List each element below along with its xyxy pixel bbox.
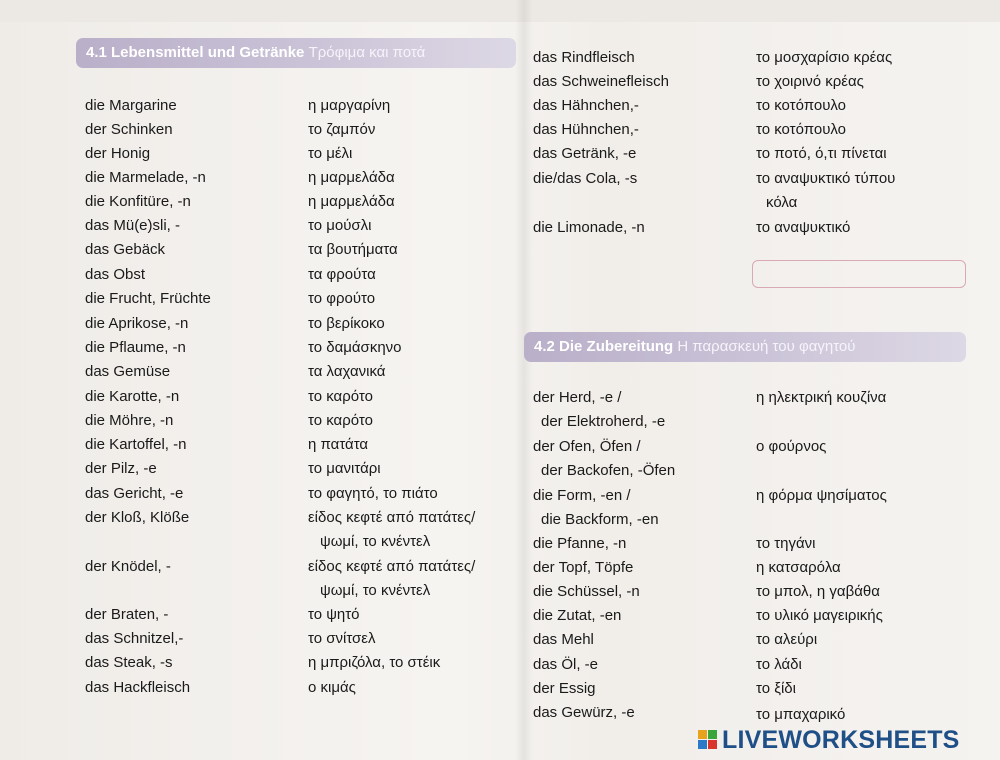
- section-header-gr: Τρόφιμα και ποτά: [308, 44, 426, 61]
- greek-translation: η μαρμελάδα: [308, 169, 395, 186]
- greek-translation: το μπαχαρικό: [756, 706, 846, 723]
- german-term: das Steak, -s: [85, 654, 173, 671]
- german-term: das Rindfleisch: [533, 49, 635, 66]
- greek-translation: η κατσαρόλα: [756, 559, 841, 576]
- german-term: das Gericht, -e: [85, 485, 184, 502]
- faint-label-box: [752, 260, 966, 288]
- german-term: das Schnitzel,-: [85, 630, 184, 647]
- greek-translation: το κοτόπουλο: [756, 97, 847, 114]
- greek-translation: τα βουτήματα: [308, 241, 398, 258]
- german-term: das Hähnchen,-: [533, 97, 639, 114]
- section-header-de: 4.2 Die Zubereitung: [534, 338, 674, 355]
- top-band: [0, 0, 1000, 22]
- greek-translation: το σνίτσελ: [308, 630, 376, 647]
- german-term: der Ofen, Öfen /: [533, 438, 641, 455]
- section-header-4-1: [76, 38, 516, 68]
- german-term: die Margarine: [85, 97, 177, 114]
- german-term: der Kloß, Klöße: [85, 509, 190, 526]
- greek-translation: το φρούτο: [308, 290, 376, 307]
- greek-translation: το αλεύρι: [756, 631, 818, 648]
- german-term: das Schweinefleisch: [533, 73, 669, 90]
- greek-translation: το υλικό μαγειρικής: [756, 607, 883, 624]
- section-header-gr: Η παρασκευή του φαγητού: [677, 338, 856, 355]
- liveworksheets-logo: [698, 726, 960, 754]
- german-term: der Elektroherd, -e: [541, 413, 666, 430]
- logo-grid-icon: [698, 730, 718, 750]
- greek-translation: τα φρούτα: [308, 266, 376, 283]
- german-term: das Mehl: [533, 631, 594, 648]
- page-gutter: [515, 0, 533, 760]
- greek-translation: κόλα: [766, 194, 798, 211]
- logo-text: LIVEWORKSHEETS: [722, 725, 960, 754]
- greek-translation: το βερίκοκο: [308, 315, 385, 332]
- greek-translation: το ψητό: [308, 606, 360, 623]
- german-term: die Frucht, Früchte: [85, 290, 211, 307]
- greek-translation: η μαρμελάδα: [308, 193, 395, 210]
- german-term: der Pilz, -e: [85, 460, 157, 477]
- greek-translation: το ποτό, ό,τι πίνεται: [756, 145, 887, 162]
- german-term: das Hühnchen,-: [533, 121, 639, 138]
- greek-translation: η φόρμα ψησίματος: [756, 487, 887, 504]
- greek-translation: το μανιτάρι: [308, 460, 381, 477]
- german-term: das Gewürz, -e: [533, 704, 635, 721]
- greek-translation: το τηγάνι: [756, 535, 816, 552]
- german-term: der Knödel, -: [85, 558, 171, 575]
- german-term: das Mü(e)sli, -: [85, 217, 181, 234]
- german-term: die Konfitüre, -n: [85, 193, 191, 210]
- german-term: das Gemüse: [85, 363, 171, 380]
- greek-translation: το ζαμπόν: [308, 121, 376, 138]
- greek-translation: το καρότο: [308, 388, 373, 405]
- german-term: das Obst: [85, 266, 146, 283]
- german-term: die Schüssel, -n: [533, 583, 640, 600]
- greek-translation: το λάδι: [756, 656, 802, 673]
- german-term: der Essig: [533, 680, 596, 697]
- german-term: die Kartoffel, -n: [85, 436, 187, 453]
- greek-translation: το ξίδι: [756, 680, 796, 697]
- german-term: die Pfanne, -n: [533, 535, 627, 552]
- german-term: der Schinken: [85, 121, 173, 138]
- greek-translation: είδος κεφτέ από πατάτες/: [308, 509, 476, 526]
- german-term: die/das Cola, -s: [533, 170, 638, 187]
- greek-translation: η ηλεκτρική κουζίνα: [756, 389, 887, 406]
- greek-translation: το μπολ, η γαβάθα: [756, 583, 880, 600]
- greek-translation: ψωμί, το κνέντελ: [320, 582, 431, 599]
- german-term: die Pflaume, -n: [85, 339, 186, 356]
- german-term: die Karotte, -n: [85, 388, 180, 405]
- german-term: das Gebäck: [85, 241, 166, 258]
- greek-translation: ο φούρνος: [756, 438, 827, 455]
- german-term: die Marmelade, -n: [85, 169, 206, 186]
- greek-translation: η μπριζόλα, το στέικ: [308, 654, 441, 671]
- german-term: die Limonade, -n: [533, 219, 645, 236]
- greek-translation: τα λαχανικά: [308, 363, 386, 380]
- german-term: die Backform, -en: [541, 511, 659, 528]
- greek-translation: το μέλι: [308, 145, 353, 162]
- german-term: die Möhre, -n: [85, 412, 174, 429]
- greek-translation: το αναψυκτικό: [756, 219, 851, 236]
- german-term: der Herd, -e /: [533, 389, 622, 406]
- greek-translation: το αναψυκτικό τύπου: [756, 170, 896, 187]
- german-term: das Getränk, -e: [533, 145, 637, 162]
- greek-translation: το κοτόπουλο: [756, 121, 847, 138]
- german-term: der Backofen, -Öfen: [541, 462, 676, 479]
- greek-translation: ο κιμάς: [308, 679, 356, 696]
- german-term: die Aprikose, -n: [85, 315, 189, 332]
- greek-translation: το μούσλι: [308, 217, 372, 234]
- greek-translation: το χοιρινό κρέας: [756, 73, 864, 90]
- section-header-de: 4.1 Lebensmittel und Getränke: [86, 44, 305, 61]
- german-term: der Honig: [85, 145, 151, 162]
- greek-translation: η μαργαρίνη: [308, 97, 391, 114]
- greek-translation: το δαμάσκηνο: [308, 339, 402, 356]
- german-term: die Zutat, -en: [533, 607, 622, 624]
- german-term: das Öl, -e: [533, 656, 599, 673]
- german-term: die Form, -en /: [533, 487, 631, 504]
- greek-translation: το φαγητό, το πιάτο: [308, 485, 438, 502]
- german-term: der Braten, -: [85, 606, 169, 623]
- german-term: der Topf, Töpfe: [533, 559, 634, 576]
- greek-translation: το μοσχαρίσιο κρέας: [756, 49, 893, 66]
- greek-translation: το καρότο: [308, 412, 373, 429]
- section-header-4-2: [524, 332, 966, 362]
- german-term: das Hackfleisch: [85, 679, 191, 696]
- greek-translation: η πατάτα: [308, 436, 369, 453]
- greek-translation: ψωμί, το κνέντελ: [320, 533, 431, 550]
- greek-translation: είδος κεφτέ από πατάτες/: [308, 558, 476, 575]
